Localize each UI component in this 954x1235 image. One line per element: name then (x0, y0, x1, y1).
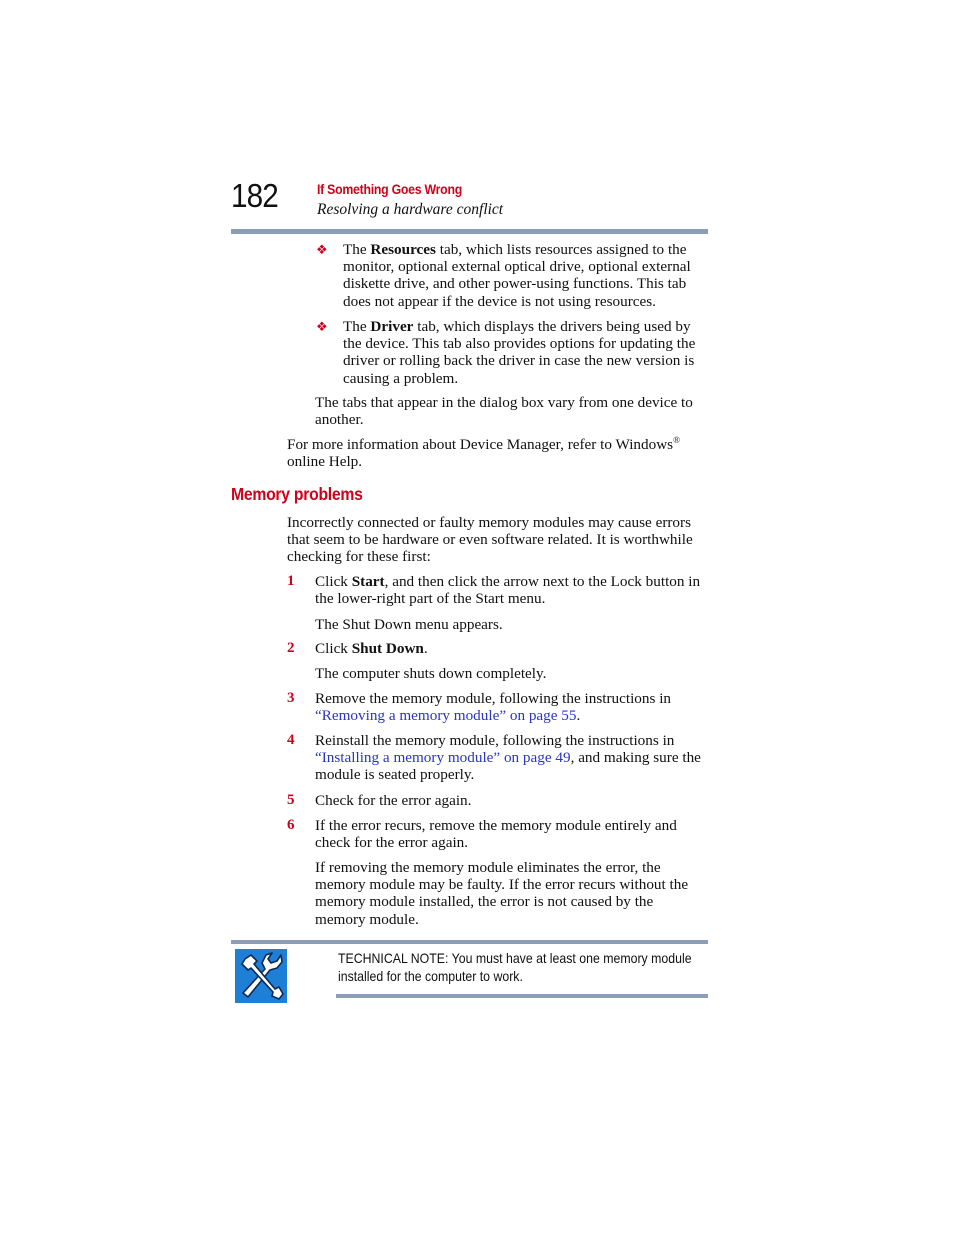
installing-memory-module-link[interactable]: “Installing a memory module” on page 49 (315, 749, 571, 767)
step-number: 2 (287, 640, 295, 656)
wrench-icon (235, 949, 287, 1003)
step-1-result: The Shut Down menu appears. (315, 616, 503, 633)
section-title: Resolving a hardware conflict (317, 201, 504, 218)
step-5-text: Check for the error again. (315, 792, 472, 809)
step-2-result: The computer shuts down completely. (315, 665, 547, 682)
step-3-text: Remove the memory module, following the instructions in “Removing a memory module” on page 55. (315, 690, 672, 725)
step-number: 1 (287, 573, 295, 589)
step-number: 5 (287, 792, 295, 808)
step-number: 6 (287, 817, 295, 833)
header-rule (231, 229, 708, 234)
technical-note: TECHNICAL NOTE: You must have at least one memory module installed for the computer to work. (338, 950, 692, 984)
bullet-marker: ❖ (316, 319, 328, 334)
memory-problems-heading: Memory problems (231, 484, 363, 504)
step-number: 4 (287, 732, 295, 748)
removing-memory-module-link[interactable]: “Removing a memory module” on page 55 (315, 707, 577, 725)
step-6-text: If the error recurs, remove the memory module entirely and check for the error again. (315, 817, 677, 852)
note-rule-bottom (336, 994, 708, 998)
step-1-text: Click Start, and then click the arrow next to the Lock button in the lower-right part of the Start menu. (315, 573, 701, 608)
more-info-paragraph: For more information about Device Manager, refer to Windows® online Help. (287, 434, 680, 471)
bullet-driver-tab: The Driver tab, which displays the drivers being used by the device. This tab also provides options for updating the driver or rolling back the driver in case the new version is causing a problem. (343, 318, 696, 387)
chapter-title: If Something Goes Wrong (317, 181, 462, 197)
step-number: 3 (287, 690, 295, 706)
page-number: 182 (231, 177, 278, 214)
note-rule-top (231, 940, 708, 944)
bullet-marker: ❖ (316, 242, 328, 257)
step-4-text: Reinstall the memory module, following the instructions in “Installing a memory module” on page 49, and making sure the module is seated properly. (315, 732, 701, 784)
step-2-text: Click Shut Down. (315, 640, 428, 657)
closing-paragraph: If removing the memory module eliminates the error, the memory module may be faulty. If the error recurs without the memory module installed, the error is not caused by the memory module. (315, 859, 689, 928)
memory-intro-paragraph: Incorrectly connected or faulty memory modules may cause errors that seem to be hardware or even software related. It is worthwhile checking for these first: (287, 514, 693, 566)
tabs-note-paragraph: The tabs that appear in the dialog box vary from one device to another. (315, 394, 693, 429)
bullet-resources-tab: The Resources tab, which lists resources assigned to the monitor, optional external optical drive, optional external diskette drive, and other power-using functions. This tab does not appear if the device is not using resources. (343, 241, 691, 310)
